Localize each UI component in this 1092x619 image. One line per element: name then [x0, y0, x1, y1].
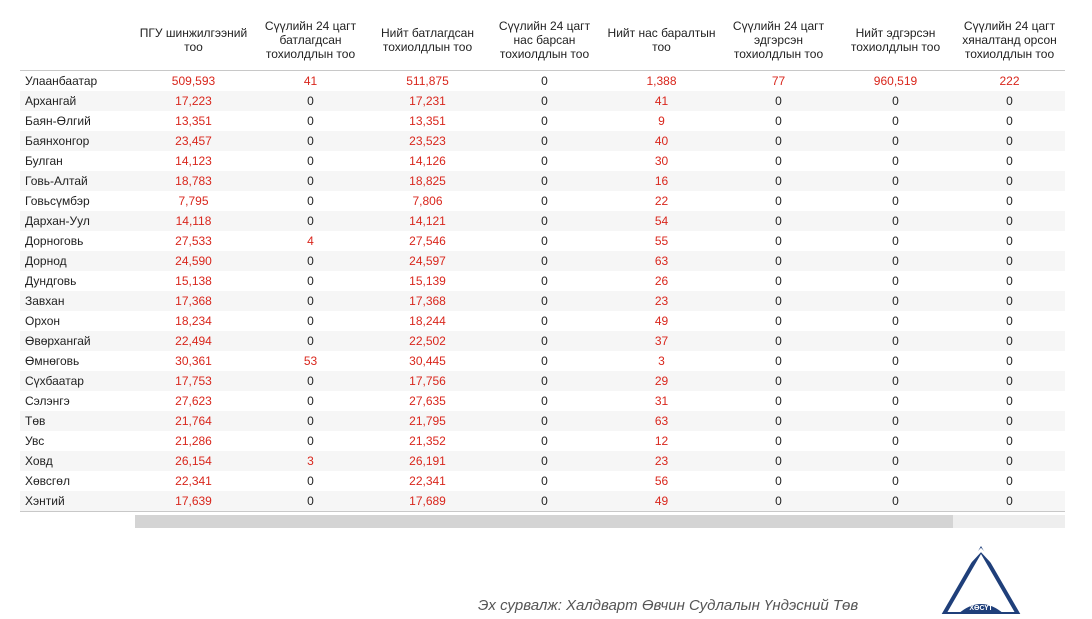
cell-pcr-tests: 21,764 — [135, 411, 252, 431]
cell-deaths-total: 1,388 — [646, 74, 677, 88]
cell-deaths-total: 40 — [603, 131, 720, 151]
cell-region: Баянхонгор — [20, 131, 135, 151]
triangle-logo-icon — [936, 544, 1026, 614]
cell-deaths-total: 3 — [658, 354, 665, 368]
cell-deaths-total: 63 — [603, 251, 720, 271]
cell-confirmed-total: 27,635 — [409, 394, 446, 408]
cell-deaths-total: 41 — [603, 91, 720, 111]
logo-triangle-gap — [968, 550, 994, 564]
covid-stats-table-wrap — [20, 10, 1065, 512]
cell-recovered-24h: 0 — [775, 154, 782, 168]
cell-deaths-24h: 0 — [486, 331, 603, 351]
cell-deaths-total: 49 — [654, 314, 669, 328]
cell-recovered-24h: 0 — [775, 194, 782, 208]
cell-recovered-24h: 0 — [720, 331, 837, 351]
cell-monitored-24h: 0 — [954, 251, 1065, 271]
cell-confirmed-24h: 0 — [307, 474, 314, 488]
cell-recovered-24h: 0 — [720, 171, 837, 191]
cell-monitored-24h: 0 — [954, 171, 1065, 191]
cell-recovered-24h: 0 — [720, 251, 837, 271]
cell-monitored-24h: 0 — [954, 451, 1065, 471]
cell-recovered-24h: 0 — [720, 371, 837, 391]
cell-confirmed-total: 30,445 — [409, 354, 446, 368]
cell-confirmed-24h: 0 — [252, 251, 369, 271]
header-confirmed-24h[interactable]: Сүүлийн 24 цагт батлагдсан тохиолдлын тоо — [252, 10, 369, 71]
cell-recovered-total: 0 — [892, 394, 899, 408]
cell-deaths-24h: 0 — [486, 491, 603, 512]
cell-deaths-24h: 0 — [486, 291, 603, 311]
cell-region: Өвөрхангай — [20, 331, 135, 351]
cell-confirmed-total: 22,341 — [409, 474, 446, 488]
cell-pcr-tests: 18,234 — [175, 314, 212, 328]
cell-recovered-24h: 0 — [775, 354, 782, 368]
cell-pcr-tests: 17,639 — [135, 491, 252, 512]
cell-confirmed-24h: 0 — [252, 291, 369, 311]
table-row — [20, 291, 1065, 311]
cell-monitored-24h: 0 — [954, 491, 1065, 512]
cell-confirmed-24h: 41 — [303, 74, 318, 88]
cell-deaths-total: 56 — [654, 474, 669, 488]
cell-deaths-24h: 0 — [541, 394, 548, 408]
cell-recovered-total: 0 — [837, 451, 954, 471]
table-row — [20, 131, 1065, 151]
cell-confirmed-total: 14,121 — [369, 211, 486, 231]
cell-recovered-24h: 0 — [775, 234, 782, 248]
cell-deaths-24h: 0 — [541, 154, 548, 168]
cell-confirmed-total: 15,139 — [409, 274, 446, 288]
cell-monitored-24h: 0 — [954, 371, 1065, 391]
cell-region: Хөвсгөл — [25, 474, 70, 488]
cell-region: Говь-Алтай — [20, 171, 135, 191]
cell-deaths-24h: 0 — [541, 194, 548, 208]
cell-pcr-tests: 17,753 — [135, 371, 252, 391]
header-confirmed-total[interactable]: Нийт батлагдсан тохиолдлын тоо — [369, 10, 486, 71]
cell-confirmed-24h: 0 — [307, 434, 314, 448]
cell-recovered-total: 0 — [892, 194, 899, 208]
cell-region: Баян-Өлгий — [25, 114, 91, 128]
covid-stats-table — [20, 10, 1065, 512]
cell-confirmed-total: 23,523 — [369, 131, 486, 151]
cell-confirmed-total: 13,351 — [409, 114, 446, 128]
cell-region: Завхан — [20, 291, 135, 311]
cell-monitored-24h: 0 — [1006, 314, 1013, 328]
logo-text: ХӨСҮТ — [969, 605, 993, 612]
cell-confirmed-24h: 4 — [307, 234, 314, 248]
cell-recovered-total: 0 — [892, 434, 899, 448]
table-row — [20, 331, 1065, 351]
cell-confirmed-24h: 53 — [303, 354, 318, 368]
header-region[interactable] — [20, 10, 135, 71]
cell-deaths-24h: 0 — [486, 451, 603, 471]
cell-confirmed-24h: 0 — [252, 491, 369, 512]
cell-pcr-tests: 18,783 — [135, 171, 252, 191]
cell-recovered-24h: 0 — [720, 491, 837, 512]
cell-recovered-24h: 0 — [775, 274, 782, 288]
cell-recovered-total: 0 — [837, 91, 954, 111]
cell-recovered-total: 0 — [892, 474, 899, 488]
cell-recovered-total: 0 — [837, 371, 954, 391]
table-body — [20, 71, 1065, 512]
cell-monitored-24h: 0 — [1006, 354, 1013, 368]
cell-region: Дорнод — [20, 251, 135, 271]
cell-region: Булган — [25, 154, 63, 168]
cell-deaths-24h: 0 — [541, 474, 548, 488]
cell-deaths-24h: 0 — [486, 91, 603, 111]
cell-region: Увс — [25, 434, 45, 448]
cell-recovered-24h: 0 — [775, 314, 782, 328]
cell-deaths-24h: 0 — [541, 354, 548, 368]
cell-pcr-tests: 24,590 — [135, 251, 252, 271]
cell-confirmed-total: 17,231 — [369, 91, 486, 111]
cell-recovered-24h: 0 — [720, 291, 837, 311]
cell-confirmed-24h: 0 — [307, 314, 314, 328]
cell-pcr-tests: 17,368 — [135, 291, 252, 311]
table-row — [20, 111, 1065, 131]
table-row — [20, 371, 1065, 391]
cell-deaths-24h: 0 — [486, 171, 603, 191]
cell-pcr-tests: 27,623 — [175, 394, 212, 408]
cell-deaths-total: 23 — [603, 291, 720, 311]
cell-recovered-total: 0 — [892, 354, 899, 368]
cell-recovered-total: 0 — [892, 154, 899, 168]
cell-recovered-24h: 0 — [720, 211, 837, 231]
table-row — [20, 151, 1065, 171]
cell-monitored-24h: 0 — [954, 91, 1065, 111]
cell-confirmed-total: 22,502 — [369, 331, 486, 351]
cell-confirmed-24h: 0 — [252, 171, 369, 191]
cell-recovered-total: 0 — [837, 171, 954, 191]
logo-svg — [936, 544, 1026, 614]
cell-deaths-total: 55 — [654, 234, 669, 248]
cell-region: Говьсүмбэр — [25, 194, 90, 208]
cell-deaths-24h: 0 — [541, 74, 548, 88]
table-row — [20, 171, 1065, 191]
table-row — [20, 471, 1065, 491]
table-row — [20, 231, 1065, 251]
cell-recovered-24h: 0 — [775, 434, 782, 448]
cell-recovered-total: 0 — [837, 251, 954, 271]
cell-confirmed-24h: 0 — [252, 331, 369, 351]
table-row — [20, 211, 1065, 231]
cell-pcr-tests: 14,118 — [135, 211, 252, 231]
cell-region: Дорноговь — [25, 234, 84, 248]
header-pcr-tests[interactable]: ПГУ шинжилгээний тоо — [135, 10, 252, 71]
cell-deaths-24h: 0 — [486, 211, 603, 231]
cell-deaths-total: 63 — [603, 411, 720, 431]
cell-confirmed-total: 17,368 — [369, 291, 486, 311]
cell-confirmed-total: 17,756 — [369, 371, 486, 391]
cell-recovered-total: 0 — [892, 234, 899, 248]
cell-monitored-24h: 0 — [1006, 274, 1013, 288]
cell-deaths-24h: 0 — [541, 234, 548, 248]
cell-deaths-total: 49 — [603, 491, 720, 512]
cell-monitored-24h: 0 — [954, 131, 1065, 151]
scrollbar-thumb[interactable] — [135, 515, 953, 528]
cell-pcr-tests: 27,533 — [175, 234, 212, 248]
cell-monitored-24h: 0 — [954, 291, 1065, 311]
cell-recovered-total: 0 — [892, 274, 899, 288]
cell-monitored-24h: 0 — [1006, 434, 1013, 448]
cell-pcr-tests: 21,286 — [175, 434, 212, 448]
table-row — [20, 391, 1065, 411]
cell-region: Улаанбаатар — [25, 74, 98, 88]
cell-recovered-24h: 0 — [720, 451, 837, 471]
cell-deaths-24h: 0 — [486, 251, 603, 271]
cell-confirmed-24h: 0 — [307, 274, 314, 288]
cell-pcr-tests: 509,593 — [171, 74, 216, 88]
cell-deaths-total: 9 — [658, 114, 665, 128]
cell-pcr-tests: 22,494 — [135, 331, 252, 351]
cell-deaths-24h: 0 — [486, 131, 603, 151]
cell-monitored-24h: 0 — [1006, 154, 1013, 168]
cell-confirmed-24h: 0 — [307, 114, 314, 128]
cell-recovered-24h: 0 — [775, 114, 782, 128]
table-row — [20, 91, 1065, 111]
table-row — [20, 491, 1065, 512]
cell-deaths-24h: 0 — [541, 114, 548, 128]
cell-confirmed-total: 21,352 — [409, 434, 446, 448]
table-row — [20, 351, 1065, 371]
table-row — [20, 191, 1065, 211]
cell-recovered-total: 0 — [837, 411, 954, 431]
cell-monitored-24h: 0 — [1006, 394, 1013, 408]
cell-monitored-24h: 0 — [954, 211, 1065, 231]
cell-region: Дундговь — [25, 274, 77, 288]
cell-deaths-24h: 0 — [541, 314, 548, 328]
cell-pcr-tests: 7,795 — [178, 194, 209, 208]
cell-deaths-total: 26 — [654, 274, 669, 288]
cell-region: Өмнөговь — [25, 354, 80, 368]
cell-recovered-24h: 77 — [771, 74, 786, 88]
cell-pcr-tests: 13,351 — [175, 114, 212, 128]
cell-monitored-24h: 0 — [954, 331, 1065, 351]
cell-recovered-24h: 0 — [775, 474, 782, 488]
cell-region: Сүхбаатар — [20, 371, 135, 391]
cell-monitored-24h: 0 — [1006, 474, 1013, 488]
cell-region: Хэнтий — [20, 491, 135, 512]
cell-pcr-tests: 30,361 — [175, 354, 212, 368]
table-row — [20, 71, 1065, 92]
cell-deaths-total: 30 — [654, 154, 669, 168]
cell-region: Ховд — [20, 451, 135, 471]
cell-recovered-total: 0 — [837, 291, 954, 311]
cell-pcr-tests: 17,223 — [135, 91, 252, 111]
header-recovered-24h[interactable]: Сүүлийн 24 цагт эдгэрсэн тохиолдлын тоо — [720, 10, 837, 71]
cell-confirmed-24h: 0 — [307, 194, 314, 208]
cell-confirmed-24h: 0 — [252, 91, 369, 111]
cell-confirmed-total: 26,191 — [369, 451, 486, 471]
cell-deaths-total: 54 — [603, 211, 720, 231]
cell-confirmed-total: 27,546 — [409, 234, 446, 248]
cell-recovered-total: 0 — [837, 491, 954, 512]
cell-recovered-total: 0 — [892, 114, 899, 128]
cell-region: Сэлэнгэ — [25, 394, 70, 408]
table-row — [20, 431, 1065, 451]
cell-deaths-total: 12 — [654, 434, 669, 448]
cell-confirmed-total: 24,597 — [369, 251, 486, 271]
table-row — [20, 251, 1065, 271]
cell-confirmed-total: 18,244 — [409, 314, 446, 328]
cell-region: Төв — [20, 411, 135, 431]
cell-deaths-24h: 0 — [541, 434, 548, 448]
cell-pcr-tests: 22,341 — [175, 474, 212, 488]
cell-deaths-24h: 0 — [486, 371, 603, 391]
cell-confirmed-24h: 0 — [252, 411, 369, 431]
cell-recovered-total: 0 — [892, 314, 899, 328]
cell-confirmed-24h: 0 — [252, 131, 369, 151]
cell-deaths-total: 31 — [654, 394, 669, 408]
cell-monitored-24h: 0 — [954, 411, 1065, 431]
cell-deaths-total: 23 — [603, 451, 720, 471]
cell-confirmed-24h: 0 — [307, 394, 314, 408]
cell-pcr-tests: 23,457 — [135, 131, 252, 151]
header-recovered-total[interactable]: Нийт эдгэрсэн тохиолдлын тоо — [837, 10, 954, 71]
table-header-row — [20, 10, 1065, 71]
table-row — [20, 451, 1065, 471]
cell-recovered-total: 960,519 — [873, 74, 918, 88]
header-deaths-total[interactable]: Нийт нас баралтын тоо — [603, 10, 720, 71]
cell-recovered-24h: 0 — [720, 91, 837, 111]
cell-confirmed-total: 18,825 — [369, 171, 486, 191]
cell-monitored-24h: 222 — [999, 74, 1020, 88]
header-deaths-24h[interactable]: Сүүлийн 24 цагт нас барсан тохиолдлын тоо — [486, 10, 603, 71]
cell-confirmed-24h: 0 — [307, 154, 314, 168]
cell-confirmed-total: 511,875 — [406, 74, 449, 88]
cell-confirmed-24h: 0 — [252, 371, 369, 391]
cell-monitored-24h: 0 — [1006, 114, 1013, 128]
cell-deaths-24h: 0 — [486, 411, 603, 431]
cell-pcr-tests: 14,123 — [175, 154, 212, 168]
cell-monitored-24h: 0 — [1006, 194, 1013, 208]
cell-deaths-24h: 0 — [541, 274, 548, 288]
cell-deaths-total: 16 — [603, 171, 720, 191]
table-row — [20, 311, 1065, 331]
cell-region: Архангай — [20, 91, 135, 111]
cell-confirmed-total: 14,126 — [409, 154, 446, 168]
cell-confirmed-total: 17,689 — [369, 491, 486, 512]
cell-recovered-total: 0 — [837, 131, 954, 151]
cell-deaths-total: 29 — [603, 371, 720, 391]
cell-recovered-24h: 0 — [720, 411, 837, 431]
cell-deaths-total: 37 — [603, 331, 720, 351]
header-monitored-24h[interactable]: Сүүлийн 24 цагт хяналтанд орсон тохиолдлын тоо — [954, 10, 1065, 71]
cell-recovered-24h: 0 — [775, 394, 782, 408]
cell-pcr-tests: 26,154 — [135, 451, 252, 471]
table-row — [20, 271, 1065, 291]
source-note: Эх сурвалж: Халдварт Өвчин Судлалын Үндэсний Төв — [478, 597, 859, 614]
cell-deaths-total: 22 — [654, 194, 669, 208]
cell-confirmed-24h: 0 — [252, 211, 369, 231]
cell-recovered-total: 0 — [837, 331, 954, 351]
cell-recovered-total: 0 — [837, 211, 954, 231]
cell-region: Орхон — [25, 314, 61, 328]
table-row — [20, 411, 1065, 431]
cell-confirmed-24h: 3 — [252, 451, 369, 471]
cell-confirmed-total: 7,806 — [412, 194, 443, 208]
cell-pcr-tests: 15,138 — [175, 274, 212, 288]
cell-monitored-24h: 0 — [1006, 234, 1013, 248]
horizontal-scrollbar[interactable] — [135, 515, 1065, 528]
cell-region: Дархан-Уул — [20, 211, 135, 231]
cell-recovered-24h: 0 — [720, 131, 837, 151]
cell-confirmed-total: 21,795 — [369, 411, 486, 431]
